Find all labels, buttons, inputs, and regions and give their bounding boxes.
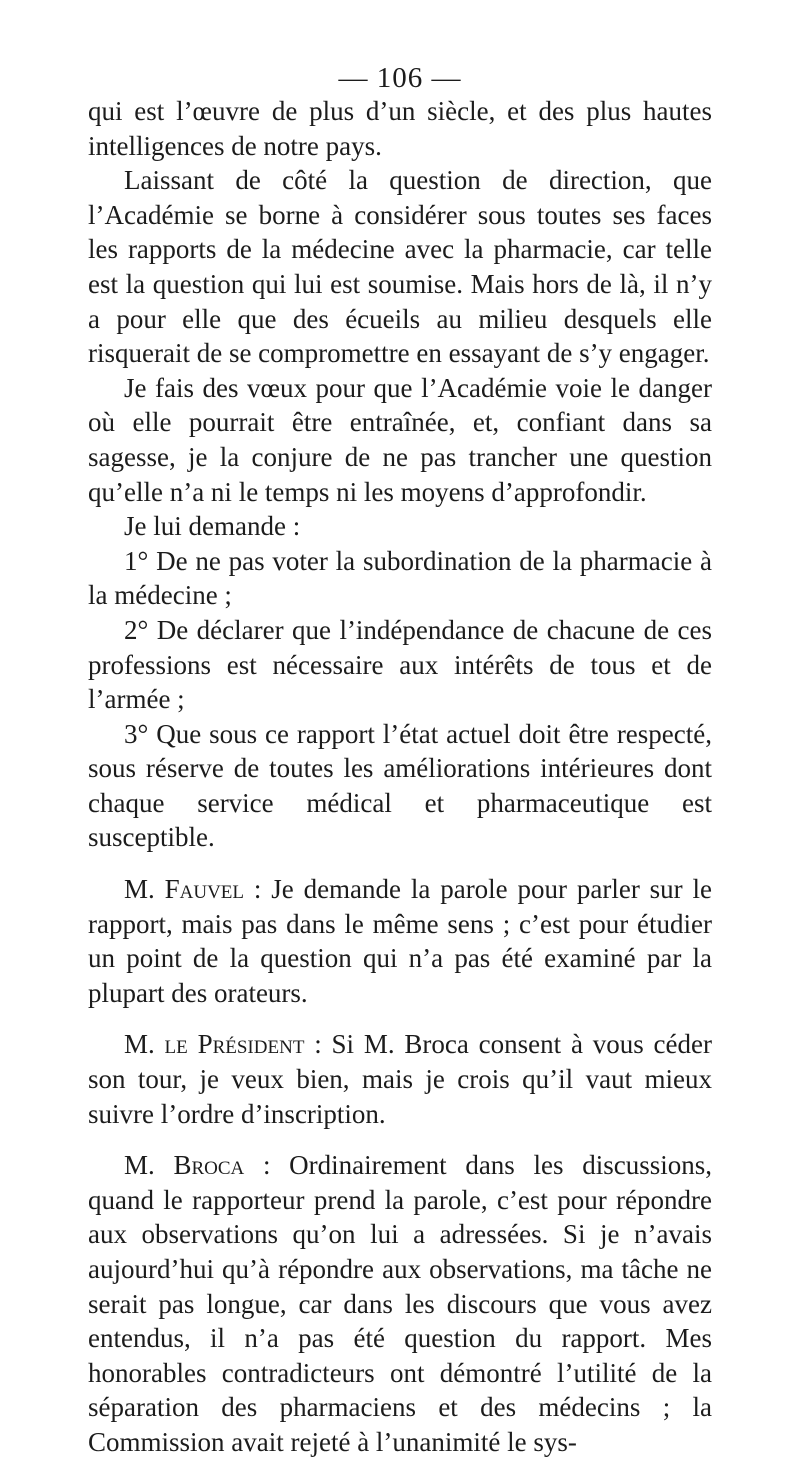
paragraph: Laissant de côté la question de direction, que l’Académie se borne à considérer sous toutes ses faces les rapports de la médecine avec la pharmacie, car telle est la question qui lui est soumise. Mais hors de là, il n’y a pour elle que des écueils au milieu desquels elle risquerait de se compromettre en essayant de s’y engager. xyxy=(88,165,712,369)
speaker-name: M. Broca xyxy=(124,1150,245,1181)
speech-paragraph xyxy=(88,872,712,1010)
speech-text: : Si M. Broca consent à vous céder son tour, je veux bien, mais je crois qu’il vaut mieux suivre l’ordre d’inscription. xyxy=(88,1029,713,1129)
paragraph: Je lui demande : xyxy=(124,511,301,542)
paragraph: Je fais des vœux pour que l’Académie voie le danger où elle pourrait être entraînée, et, confiant dans sa sagesse, je la conjure de ne pas trancher une question qu’elle n’a ni le temps ni les moyens d’approfondir. xyxy=(88,372,712,507)
speech-text: : Je demande la parole pour parler sur le rapport, mais pas dans le même sens ; c’est pour étudier un point de la question qui n’a pas été examiné par la plupart des orateurs. xyxy=(88,874,712,1008)
speech-text: : Ordinairement dans les discussions, quand le rapporteur prend la parole, c’est pour répondre aux observations qu’on lui a adressées. Si je n’avais aujourd’hui qu’à répondre aux observations, ma tâche ne serait pas longue, car dans les discours que vous avez entendus, il n’a pas été question du rapport. Mes honorables contradicteurs ont démontré l’utilité de la séparation des pharmaciens et des médecins ; la Commission avait rejeté à l’unanimité le sys- xyxy=(88,1150,712,1457)
speaker-name: M. le Président xyxy=(124,1029,305,1060)
speech-paragraph xyxy=(88,1148,712,1459)
list-item: 1° De ne pas voter la subordination de la pharmacie à la médecine ; xyxy=(88,545,712,611)
speech-paragraph xyxy=(88,1027,712,1131)
body-text xyxy=(88,94,712,1460)
paragraph: qui est l’œuvre de plus d’un siècle, et des plus hautes intelligences de notre pays. xyxy=(88,96,712,161)
list-item: 2° De déclarer que l’indépendance de chacune de ces professions est nécessaire aux intérêts de tous et de l’armée ; xyxy=(88,614,712,715)
page-number: — 106 — xyxy=(338,62,462,94)
speaker-name: M. Fauvel xyxy=(124,874,245,905)
list-item: 3° Que sous ce rapport l’état actuel doit être respecté, sous réserve de toutes les améliorations intérieures dont chaque service médical et pharmaceutique est susceptible. xyxy=(88,718,712,853)
